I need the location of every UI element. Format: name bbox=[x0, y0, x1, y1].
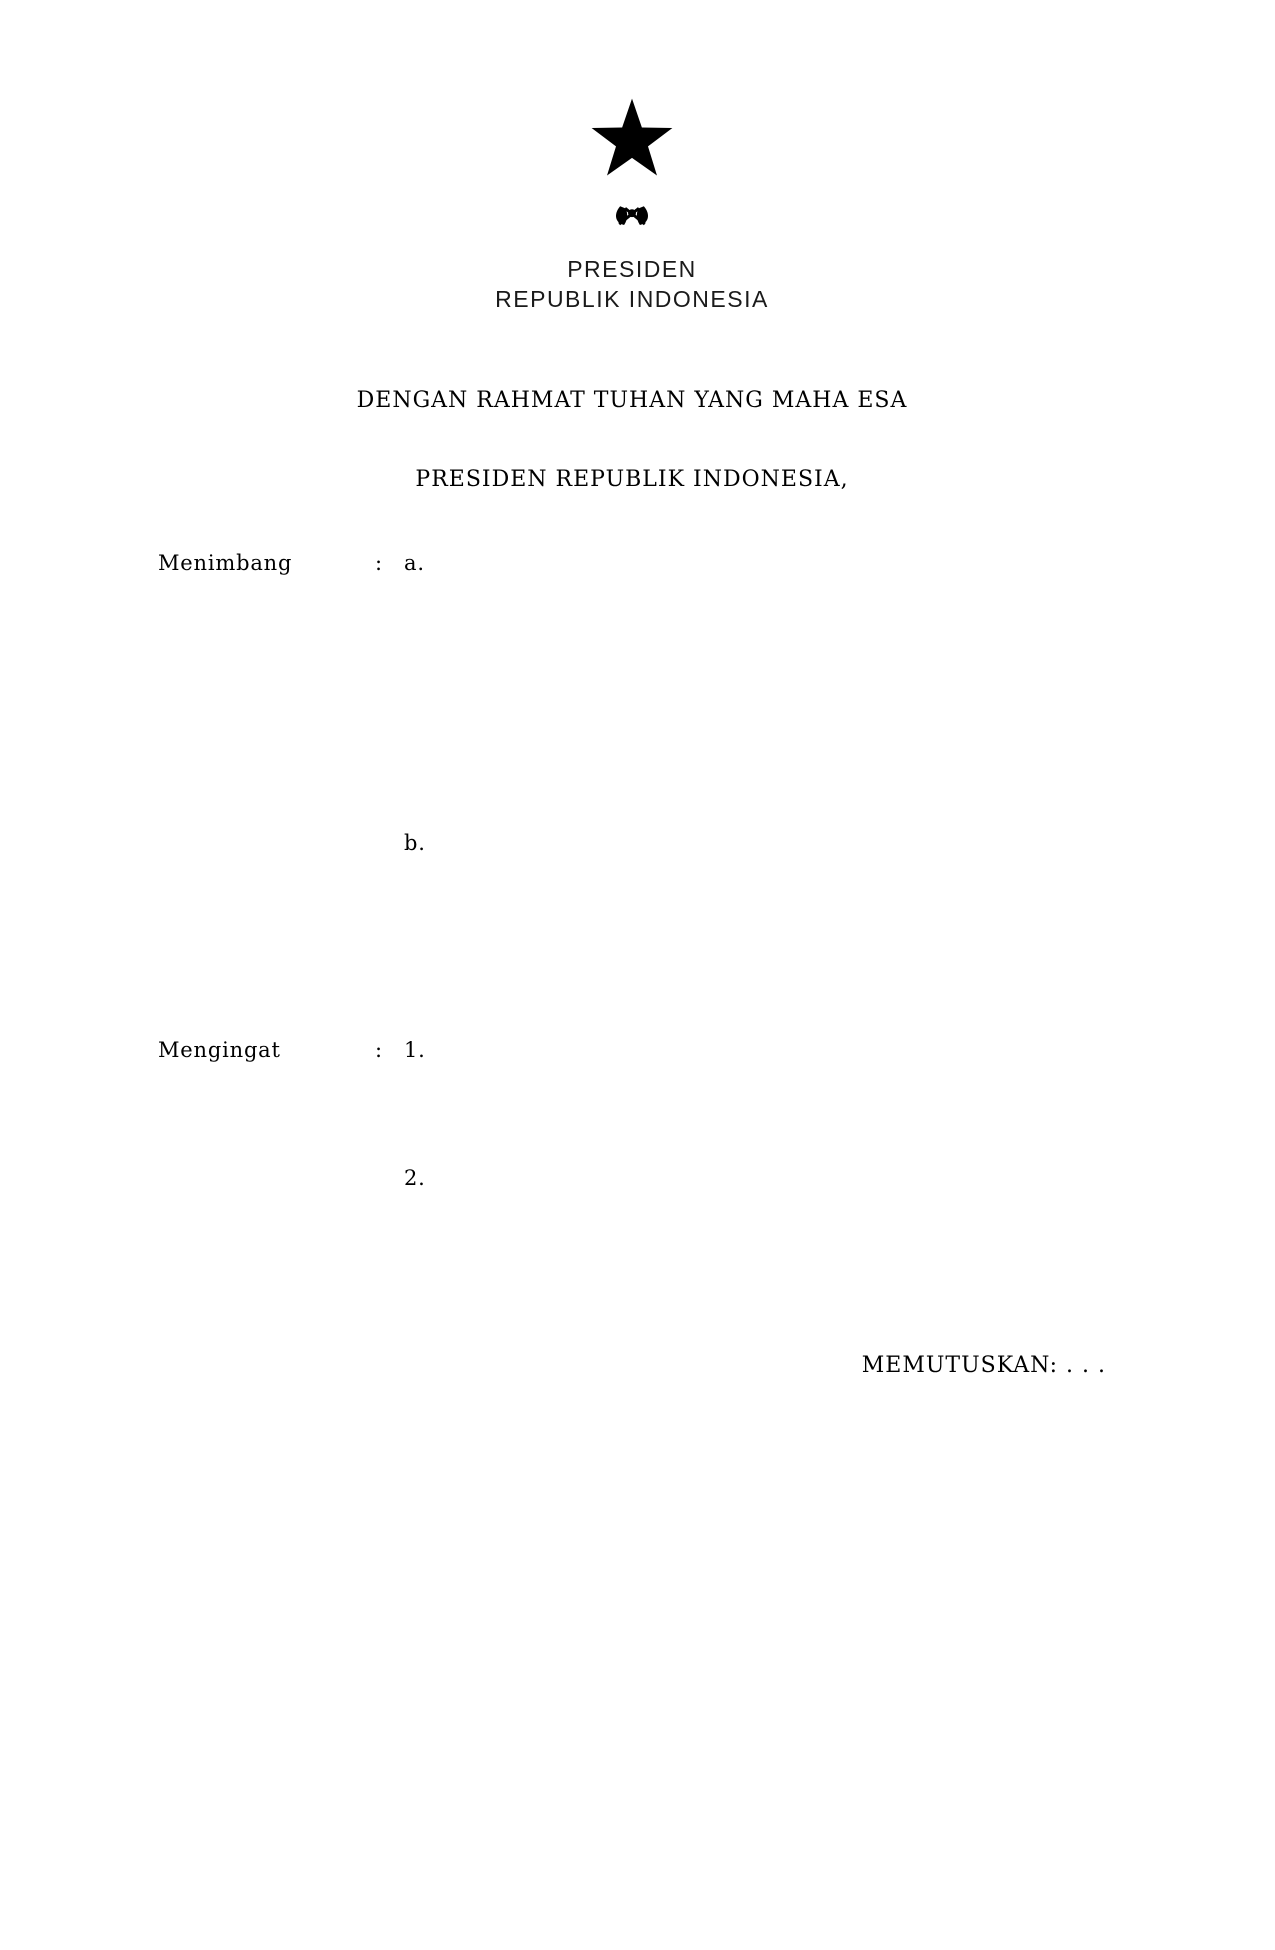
consideration-item bbox=[404, 544, 1106, 810]
section-menimbang bbox=[158, 544, 1106, 1014]
section-label: Menimbang bbox=[158, 551, 293, 575]
text-line bbox=[446, 900, 1106, 938]
item-text bbox=[446, 1031, 1106, 1145]
text-line bbox=[446, 1107, 1106, 1145]
section-mengingat bbox=[158, 1031, 1106, 1311]
decision-line: MEMUTUSKAN: . . . bbox=[861, 1353, 1106, 1378]
item-text bbox=[446, 824, 1106, 1014]
item-marker: 2. bbox=[404, 1166, 426, 1190]
text-line bbox=[446, 658, 1106, 696]
section-label: Mengingat bbox=[158, 1038, 281, 1062]
star-icon bbox=[592, 99, 673, 176]
legal-basis-item bbox=[404, 1031, 1106, 1145]
section-items bbox=[404, 544, 1106, 1014]
section-items bbox=[404, 1031, 1106, 1311]
text-line bbox=[446, 1235, 1106, 1273]
enacting-authority-line: PRESIDEN REPUBLIK INDONESIA, bbox=[415, 467, 849, 492]
text-line bbox=[446, 976, 1106, 1014]
text-line bbox=[446, 544, 1106, 582]
item-text bbox=[446, 544, 1106, 810]
text-line bbox=[446, 1159, 1106, 1197]
ribbon-bow-icon bbox=[616, 206, 648, 225]
text-line bbox=[446, 734, 1106, 772]
text-line bbox=[446, 582, 1106, 620]
letterhead-republik-indonesia: REPUBLIK INDONESIA bbox=[495, 286, 769, 312]
consideration-item bbox=[404, 824, 1106, 1014]
text-line bbox=[446, 824, 1106, 862]
presidential-seal-icon bbox=[553, 64, 711, 232]
item-marker: 1. bbox=[404, 1038, 426, 1062]
letterhead bbox=[158, 0, 1106, 314]
section-colon: : bbox=[375, 1038, 383, 1062]
item-marker: b. bbox=[404, 831, 426, 855]
text-line bbox=[446, 696, 1106, 734]
item-text bbox=[446, 1159, 1106, 1311]
motto-line: DENGAN RAHMAT TUHAN YANG MAHA ESA bbox=[356, 388, 908, 413]
text-line bbox=[446, 1197, 1106, 1235]
text-line bbox=[446, 1031, 1106, 1069]
letterhead-presiden: PRESIDEN bbox=[567, 256, 697, 282]
section-colon: : bbox=[375, 551, 383, 575]
text-line bbox=[446, 862, 1106, 900]
item-marker: a. bbox=[404, 551, 425, 575]
text-line bbox=[446, 1273, 1106, 1311]
text-line bbox=[446, 1069, 1106, 1107]
text-line bbox=[446, 938, 1106, 976]
text-line bbox=[446, 620, 1106, 658]
text-line bbox=[446, 772, 1106, 810]
legal-basis-item bbox=[404, 1159, 1106, 1311]
preamble-sections bbox=[158, 544, 1106, 1311]
